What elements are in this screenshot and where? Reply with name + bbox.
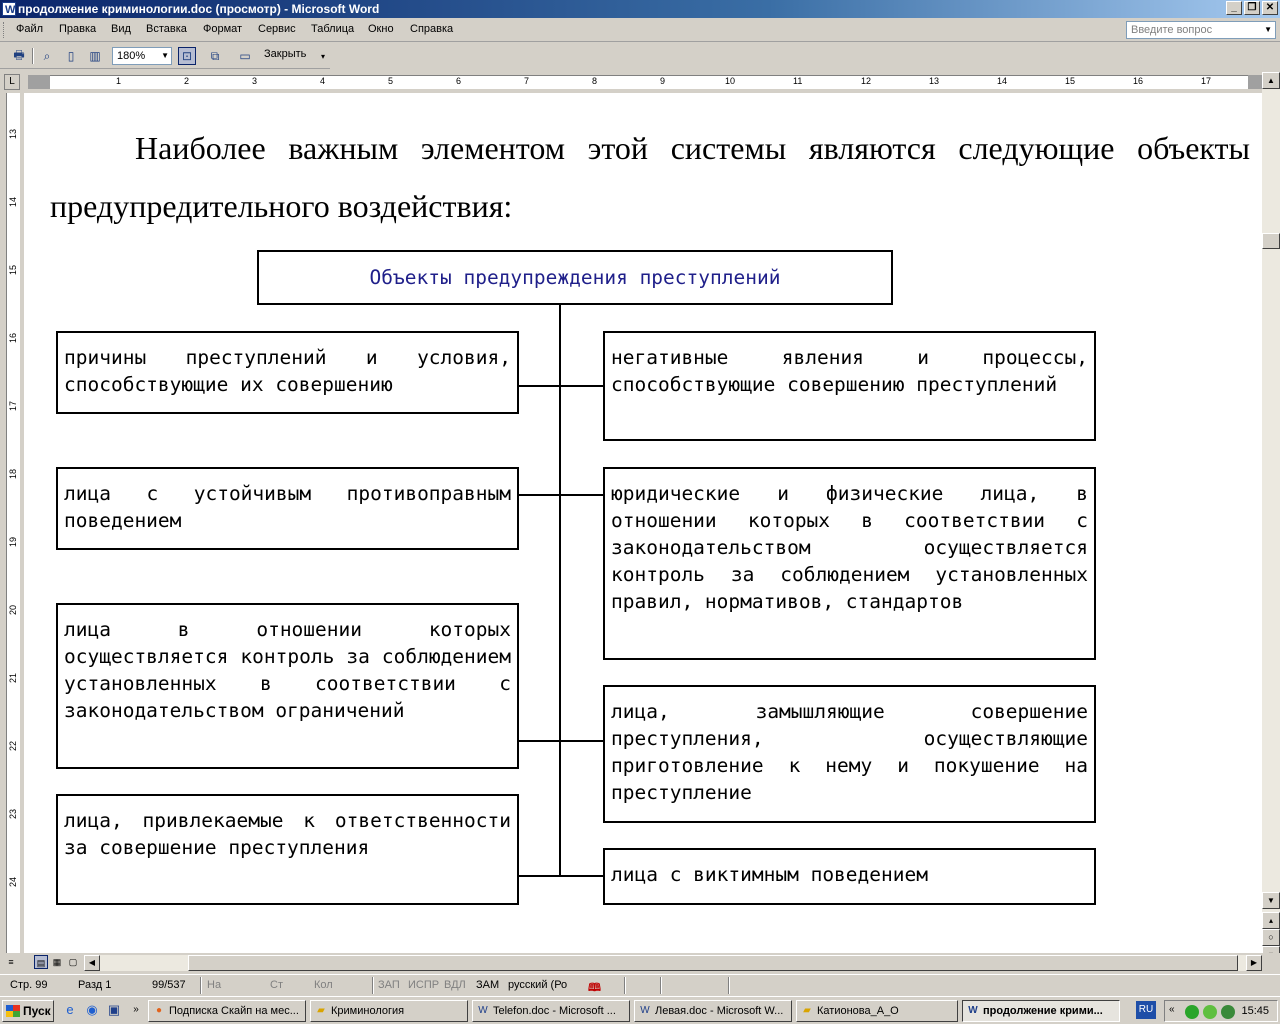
ruler-number: 5 bbox=[388, 76, 394, 86]
scroll-up-icon[interactable]: ▲ bbox=[1262, 72, 1280, 89]
menu-window[interactable]: Окно bbox=[368, 23, 394, 35]
diagram-right-text: лица с виктимным поведением bbox=[611, 863, 928, 886]
browse-object-icon[interactable]: ○ bbox=[1262, 929, 1280, 946]
word-icon: W bbox=[640, 1005, 650, 1016]
task-label: Катионова_А_О bbox=[817, 1005, 899, 1017]
diagram-left-box bbox=[56, 794, 519, 905]
ask-question-input[interactable] bbox=[1126, 21, 1276, 39]
one-page-icon[interactable]: ▯ bbox=[67, 49, 75, 63]
ruler-number: 6 bbox=[456, 76, 462, 86]
diagram-connector bbox=[517, 740, 603, 742]
start-button[interactable] bbox=[2, 1000, 54, 1022]
ruler-number: 8 bbox=[592, 76, 598, 86]
chevron-down-icon[interactable]: ▼ bbox=[161, 51, 169, 60]
diagram-title: Объекты предупреждения преступлений bbox=[369, 266, 781, 289]
internet-explorer-icon[interactable]: e bbox=[66, 1002, 74, 1017]
task-current-doc[interactable] bbox=[962, 1000, 1120, 1022]
ruler-number: 13 bbox=[929, 76, 940, 86]
status-rec[interactable]: ЗАП bbox=[378, 979, 400, 991]
tab-selector[interactable]: L bbox=[4, 74, 20, 90]
diagram-right-text: юридические и физические лица, в отношении которых в соответствии с законодательством осуществляется контроль за соблюдением установленных правил, нормативов, стандартов bbox=[611, 482, 1088, 613]
horizontal-scroll-thumb[interactable] bbox=[188, 955, 1238, 971]
quick-launch-more-icon[interactable]: » bbox=[133, 1004, 139, 1015]
diagram-right-box bbox=[603, 467, 1096, 660]
ruler-number: 2 bbox=[184, 76, 190, 86]
magnifier-icon[interactable]: ⌕ bbox=[43, 48, 51, 63]
status-page[interactable]: Стр. 99 bbox=[10, 979, 48, 991]
diagram-trunk-line bbox=[559, 305, 561, 877]
status-line[interactable]: Ст bbox=[270, 979, 283, 991]
ruler-number: 14 bbox=[997, 76, 1008, 86]
diagram-connector bbox=[517, 385, 603, 387]
menu-format[interactable]: Формат bbox=[203, 23, 243, 35]
ruler-strip bbox=[28, 75, 1268, 89]
diagram-left-text: лица, привлекаемые к ответственности за совершение преступления bbox=[64, 809, 511, 859]
ruler-number: 22 bbox=[8, 740, 19, 752]
ruler-number: 18 bbox=[8, 468, 19, 480]
ruler-number: 3 bbox=[252, 76, 258, 86]
status-trk[interactable]: ИСПР bbox=[408, 979, 440, 991]
close-preview-button[interactable]: Закрыть bbox=[264, 48, 307, 60]
word-icon: W bbox=[478, 1005, 488, 1016]
menu-help[interactable]: Справка bbox=[410, 23, 454, 35]
scroll-down-icon[interactable]: ▼ bbox=[1262, 892, 1280, 909]
menu-edit[interactable]: Правка bbox=[59, 23, 97, 35]
ruler-number: 4 bbox=[320, 76, 326, 86]
status-separator bbox=[372, 977, 374, 994]
ruler-number: 21 bbox=[8, 672, 19, 684]
diagram-left-text: причины преступлений и условия, способствующие их совершению bbox=[64, 346, 511, 396]
toolbar-options-icon[interactable]: ▾ bbox=[320, 51, 325, 61]
window-controls bbox=[1226, 1, 1278, 15]
folder-icon: ▰ bbox=[317, 1005, 325, 1016]
status-separator bbox=[200, 977, 202, 994]
windows-logo-icon bbox=[6, 1005, 20, 1017]
diagram-right-text: лица, замышляющие совершение преступления, осуществляющие приготовление к нему и покушение на преступление bbox=[611, 700, 1088, 804]
web-view-icon[interactable]: ▤ bbox=[34, 955, 48, 969]
paragraph-text: Наиболее важным элементом этой системы являются следующие объекты предупредительного воздействия: bbox=[50, 130, 1250, 224]
taskbar bbox=[0, 996, 1280, 1024]
close-window-button[interactable]: ✕ bbox=[1262, 1, 1278, 15]
status-pages[interactable]: 99/537 bbox=[152, 979, 186, 991]
toolbar-separator bbox=[32, 48, 34, 64]
diagram-left-text: лица с устойчивым противоправным поведением bbox=[64, 482, 511, 532]
icq-icon[interactable] bbox=[1185, 1005, 1199, 1019]
ruler-strip bbox=[6, 93, 20, 953]
system-tray bbox=[1164, 1000, 1278, 1022]
scroll-right-icon[interactable]: ▶ bbox=[1246, 955, 1262, 971]
task-label: продолжение крими... bbox=[983, 1005, 1103, 1017]
vertical-ruler[interactable] bbox=[0, 93, 24, 953]
menu-insert[interactable]: Вставка bbox=[146, 23, 187, 35]
title-bar bbox=[0, 0, 1280, 18]
view-and-scroll-row bbox=[0, 953, 1280, 972]
normal-view-icon[interactable]: ≡ bbox=[8, 957, 14, 967]
ruler-number: 20 bbox=[8, 604, 19, 616]
task-telefon-doc[interactable] bbox=[472, 1000, 630, 1022]
tray-expand-icon[interactable]: « bbox=[1169, 1004, 1175, 1015]
status-language[interactable]: русский (Ро bbox=[508, 979, 568, 991]
ruler-number: 19 bbox=[8, 536, 19, 548]
ruler-number: 17 bbox=[8, 400, 19, 412]
ruler-number: 9 bbox=[660, 76, 666, 86]
diagram-left-box bbox=[56, 331, 519, 414]
diagram-left-box bbox=[56, 603, 519, 769]
ruler-number: 16 bbox=[1133, 76, 1144, 86]
ruler-number: 10 bbox=[725, 76, 736, 86]
diagram-left-box bbox=[56, 467, 519, 550]
ruler-number: 13 bbox=[8, 128, 19, 140]
ruler-number: 7 bbox=[524, 76, 530, 86]
chevron-down-icon[interactable]: ▼ bbox=[1264, 25, 1272, 34]
status-separator bbox=[728, 977, 730, 994]
word-icon[interactable] bbox=[2, 2, 16, 16]
antivirus-icon[interactable] bbox=[1221, 1005, 1235, 1019]
globe-icon[interactable]: ◉ bbox=[86, 1002, 98, 1017]
print-preview-toolbar bbox=[0, 43, 330, 69]
task-label: Левая.doc - Microsoft W... bbox=[655, 1005, 784, 1017]
menu-file[interactable]: Файл bbox=[16, 23, 44, 35]
ruler-number: 24 bbox=[8, 876, 19, 888]
task-levaya-doc[interactable] bbox=[634, 1000, 792, 1022]
language-indicator[interactable]: RU bbox=[1136, 1001, 1156, 1019]
zoom-select[interactable] bbox=[112, 47, 172, 65]
minimize-button[interactable]: _ bbox=[1226, 1, 1242, 15]
body-paragraph bbox=[50, 119, 1250, 235]
status-section[interactable]: Разд 1 bbox=[78, 979, 112, 991]
task-kationova-folder[interactable] bbox=[796, 1000, 958, 1022]
zoom-value: 180% bbox=[117, 50, 146, 62]
network-icon[interactable] bbox=[1203, 1005, 1217, 1019]
ask-question-placeholder: Введите вопрос bbox=[1131, 24, 1213, 36]
spelling-check-icon[interactable]: 🕮 bbox=[588, 982, 601, 994]
firefox-icon: ● bbox=[155, 1005, 163, 1016]
ruler-number: 16 bbox=[8, 332, 19, 344]
previous-page-icon[interactable]: ▴ bbox=[1262, 912, 1280, 929]
diagram-connector bbox=[517, 494, 603, 496]
word-icon: W bbox=[968, 1005, 978, 1016]
full-screen-icon[interactable]: ▭ bbox=[239, 49, 251, 63]
status-separator bbox=[624, 977, 626, 994]
ruler-number: 15 bbox=[8, 264, 19, 276]
horizontal-scrollbar[interactable] bbox=[84, 955, 1262, 971]
restore-button[interactable]: ❐ bbox=[1244, 1, 1260, 15]
print-icon[interactable]: 🖶 bbox=[13, 47, 25, 62]
ruler-number: 12 bbox=[861, 76, 872, 86]
menu-view[interactable]: Вид bbox=[111, 23, 131, 35]
ruler-number: 23 bbox=[8, 808, 19, 820]
menu-grip[interactable] bbox=[3, 22, 6, 38]
diagram-connector bbox=[517, 875, 603, 877]
folder-icon: ▰ bbox=[803, 1005, 811, 1016]
clock[interactable]: 15:45 bbox=[1241, 1005, 1269, 1017]
menu-table[interactable]: Таблица bbox=[311, 23, 355, 35]
status-at[interactable]: На bbox=[207, 979, 222, 991]
multiple-pages-icon[interactable]: ▥ bbox=[89, 49, 101, 63]
start-label: Пуск bbox=[23, 1004, 51, 1018]
ruler-number: 14 bbox=[8, 196, 19, 208]
document-page[interactable] bbox=[24, 93, 1262, 953]
shrink-to-fit-icon[interactable]: ⧉ bbox=[210, 48, 220, 63]
diagram-title-box bbox=[257, 250, 893, 305]
diagram-left-text: лица в отношении которых осуществляется контроль за соблюдением установленных в соответствии с законодательством ограничений bbox=[64, 618, 511, 722]
view-ruler-icon[interactable]: ⊡ bbox=[178, 47, 196, 65]
status-ovr[interactable]: ЗАМ bbox=[476, 979, 500, 991]
vertical-scroll-thumb[interactable] bbox=[1262, 233, 1280, 249]
task-skype[interactable] bbox=[148, 1000, 306, 1022]
reading-view-icon[interactable]: ▢ bbox=[68, 957, 78, 967]
diagram-right-box bbox=[603, 331, 1096, 441]
status-separator bbox=[660, 977, 662, 994]
diagram-right-text: негативные явления и процессы, способствующие совершению преступлений bbox=[611, 346, 1088, 396]
vertical-scrollbar[interactable] bbox=[1262, 72, 1280, 953]
window-title: продолжение криминологии.doc (просмотр) - Microsoft Word bbox=[18, 2, 380, 16]
diagram-right-box bbox=[603, 685, 1096, 823]
save-icon[interactable]: ▣ bbox=[107, 1002, 121, 1017]
horizontal-ruler[interactable] bbox=[0, 72, 1280, 92]
task-label: Криминология bbox=[331, 1005, 405, 1017]
diagram-right-box bbox=[603, 848, 1096, 905]
ruler-left-margin bbox=[28, 75, 50, 89]
status-column[interactable]: Кол bbox=[314, 979, 333, 991]
ruler-number: 1 bbox=[116, 76, 122, 86]
menu-tools[interactable]: Сервис bbox=[258, 23, 296, 35]
task-label: Telefon.doc - Microsoft ... bbox=[493, 1005, 616, 1017]
scroll-left-icon[interactable]: ◀ bbox=[84, 955, 100, 971]
status-ext[interactable]: ВДЛ bbox=[444, 979, 466, 991]
status-bar bbox=[0, 974, 1280, 996]
task-criminology-folder[interactable] bbox=[310, 1000, 468, 1022]
print-layout-icon[interactable]: ▦ bbox=[52, 957, 62, 967]
ruler-number: 11 bbox=[793, 76, 803, 86]
ruler-number: 15 bbox=[1065, 76, 1076, 86]
menu-bar bbox=[0, 18, 1280, 42]
task-label: Подписка Скайп на мес... bbox=[169, 1005, 299, 1017]
ruler-number: 17 bbox=[1201, 76, 1212, 86]
